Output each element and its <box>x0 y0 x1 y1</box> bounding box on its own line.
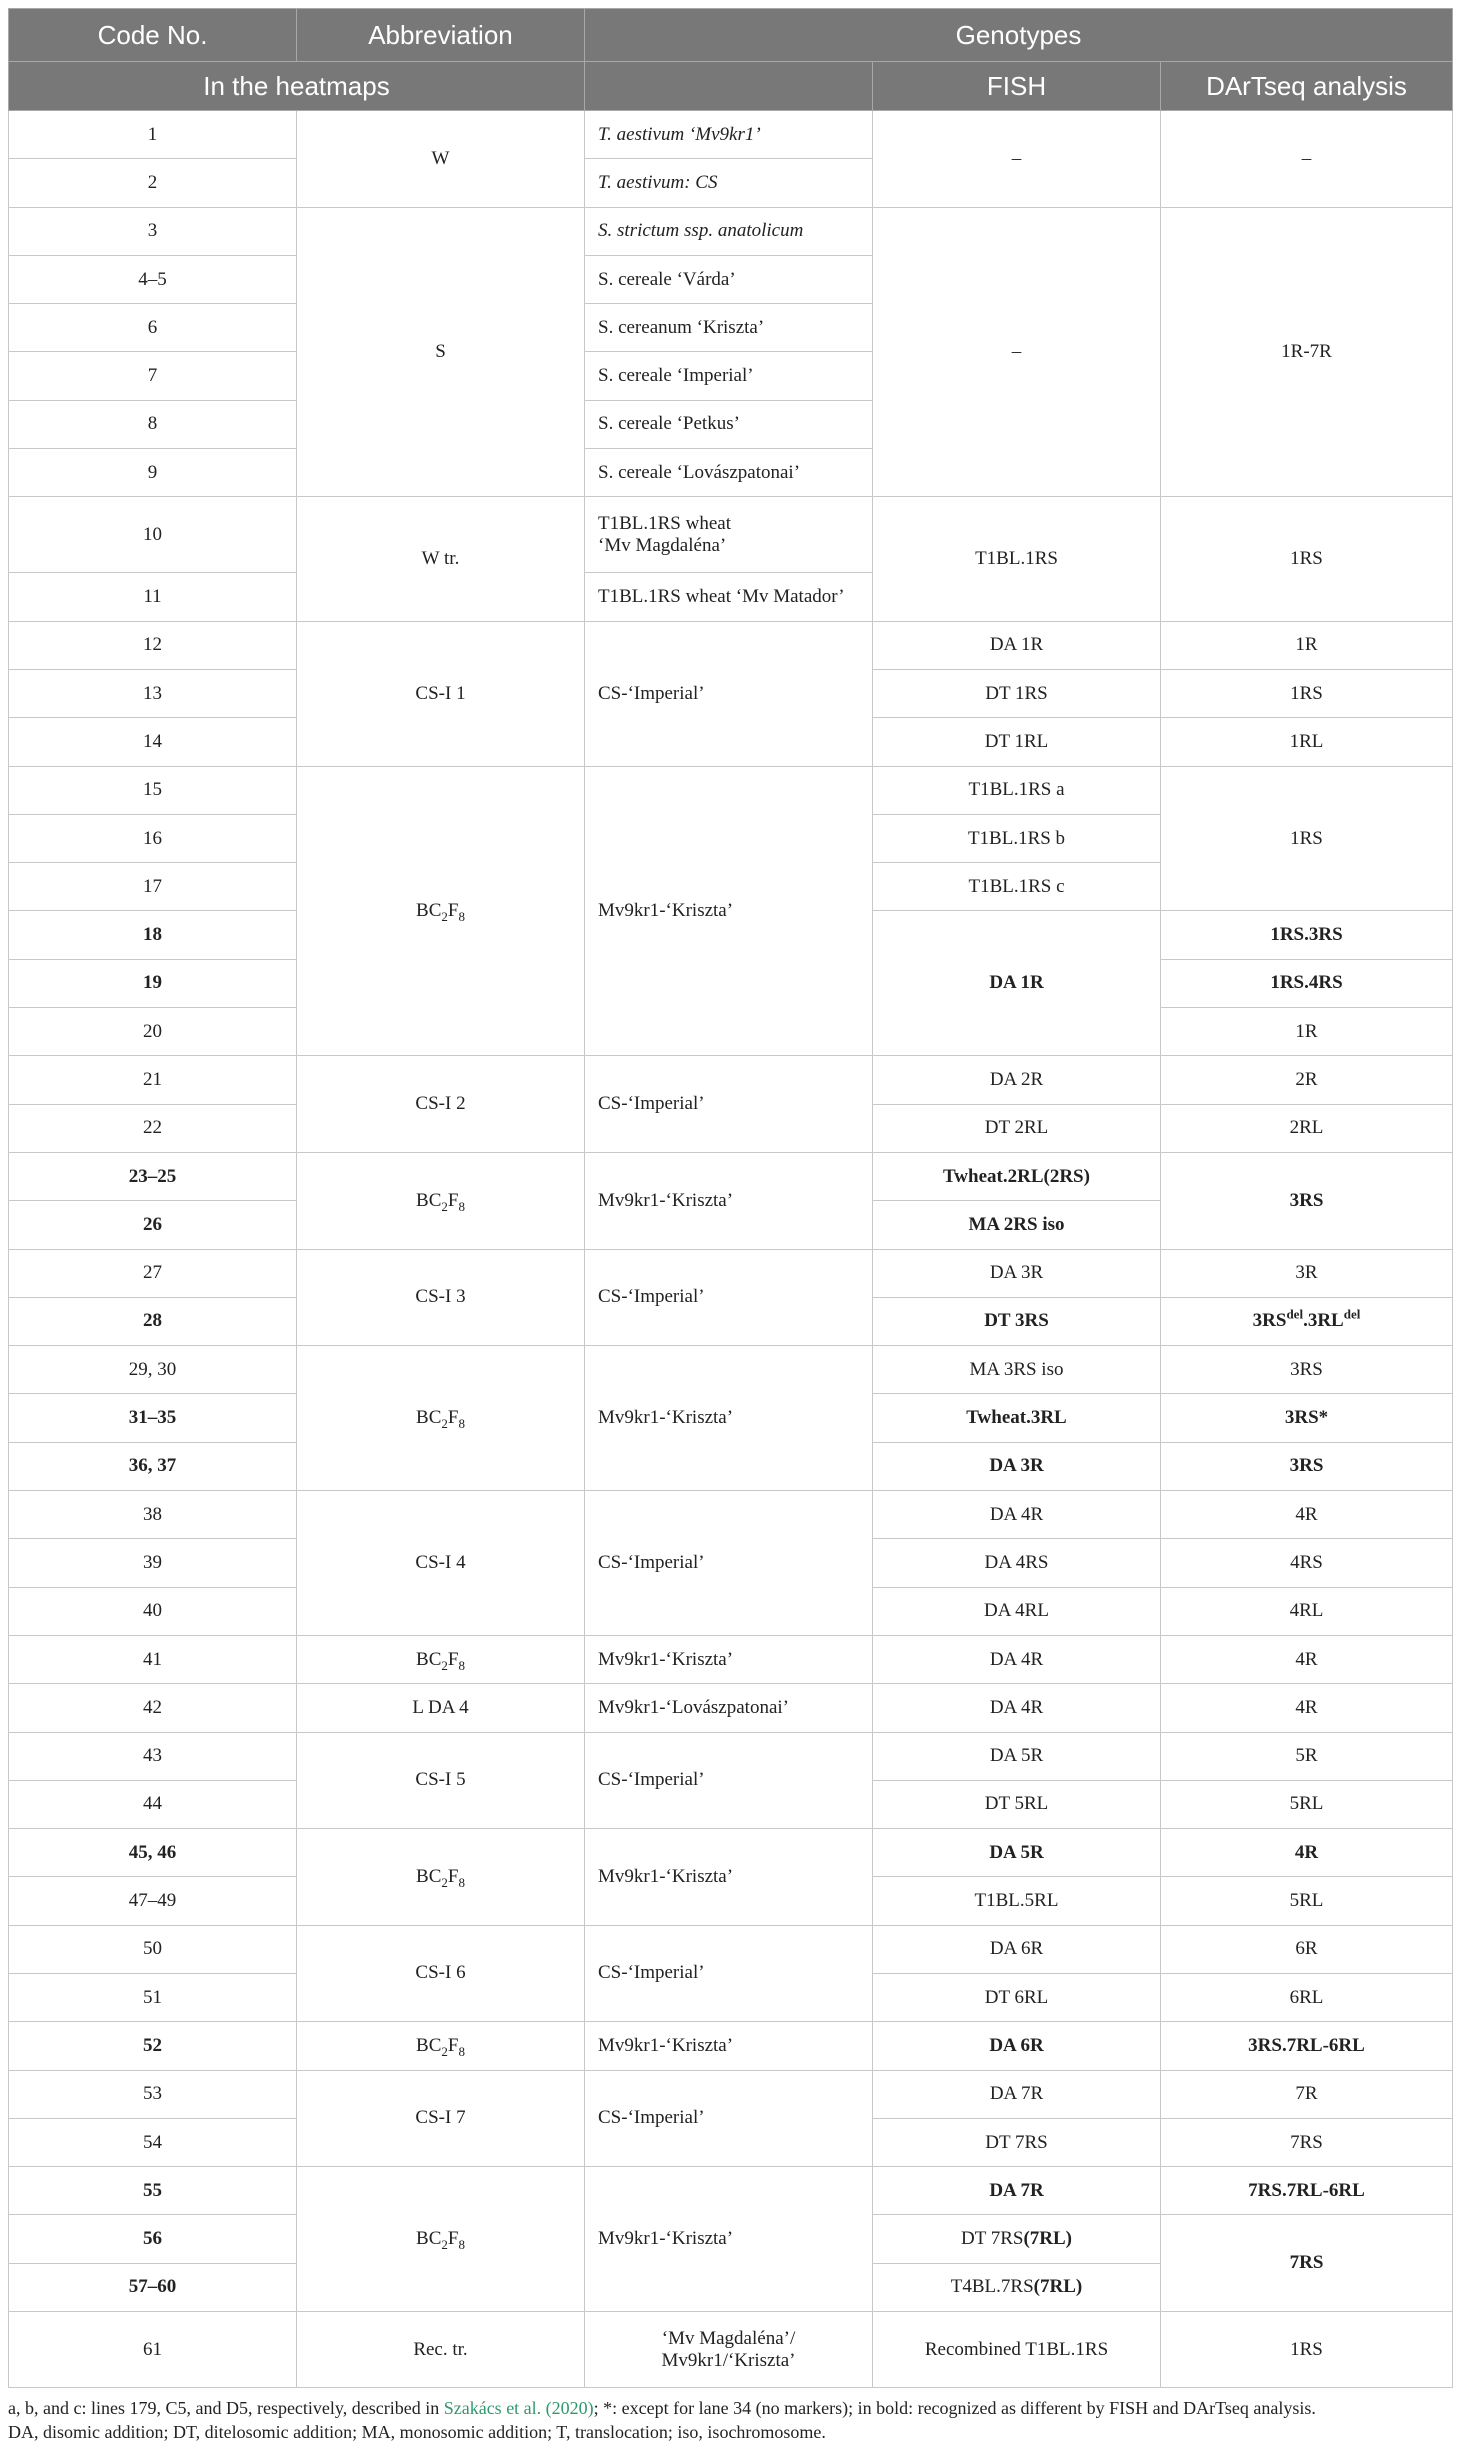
table-row <box>9 1152 1453 1200</box>
code-cell: 50 <box>9 1925 297 1973</box>
code-cell: 28 <box>9 1297 297 1345</box>
code-cell: 18 <box>9 911 297 959</box>
table-row <box>9 2022 1453 2070</box>
code-cell: 22 <box>9 1104 297 1152</box>
abbr-sub: 2 <box>441 2043 448 2059</box>
dart-cell: 3RS.7RL-6RL <box>1161 2022 1453 2070</box>
dart-cell: 3RS <box>1161 1152 1453 1249</box>
genotype-cell <box>585 2312 873 2388</box>
abbr-sub: 8 <box>458 1657 465 1673</box>
abbr-sub: 2 <box>441 908 448 924</box>
code-cell: 14 <box>9 718 297 766</box>
fish-cell: – <box>873 207 1161 497</box>
genotype-cell: S. cereale ‘Várda’ <box>585 255 873 303</box>
dart-cell: 4RL <box>1161 1587 1453 1635</box>
table-row <box>9 1829 1453 1877</box>
dart-cell: 2RL <box>1161 1104 1453 1152</box>
abbr-text: F <box>447 1648 459 1670</box>
code-cell: 8 <box>9 400 297 448</box>
abbr-cell: W <box>297 111 585 208</box>
abbr-text: BC <box>416 899 442 921</box>
fish-cell: Twheat.2RL(2RS) <box>873 1152 1161 1200</box>
abbr-cell <box>297 2167 585 2312</box>
fish-cell: T1BL.1RS b <box>873 814 1161 862</box>
abbr-sub: 8 <box>458 2236 465 2252</box>
fish-cell: DA 4RL <box>873 1587 1161 1635</box>
code-cell: 16 <box>9 814 297 862</box>
fish-cell: T1BL.5RL <box>873 1877 1161 1925</box>
abbr-text: BC <box>416 2034 442 2056</box>
header-blank <box>585 62 873 111</box>
dart-cell: 1RL <box>1161 718 1453 766</box>
code-cell: 36, 37 <box>9 1442 297 1490</box>
fish-cell: DA 7R <box>873 2070 1161 2118</box>
dart-cell: 4R <box>1161 1829 1453 1877</box>
code-cell: 3 <box>9 207 297 255</box>
fish-cell: DA 4R <box>873 1635 1161 1683</box>
abbr-cell <box>297 1635 585 1683</box>
genotype-cell: CS-‘Imperial’ <box>585 1925 873 2022</box>
genotype-cell: CS-‘Imperial’ <box>585 1732 873 1829</box>
fish-text-bold: (7RL) <box>1033 2276 1083 2298</box>
code-cell: 52 <box>9 2022 297 2070</box>
fish-cell: DT 1RL <box>873 718 1161 766</box>
abbr-text: F <box>447 2034 459 2056</box>
header-code-no: Code No. <box>9 9 297 62</box>
fish-cell: DA 5R <box>873 1829 1161 1877</box>
table-row <box>9 766 1453 814</box>
abbr-cell: CS-I 7 <box>297 2070 585 2167</box>
genotype-cell: CS-‘Imperial’ <box>585 2070 873 2167</box>
code-cell: 2 <box>9 159 297 207</box>
code-cell: 56 <box>9 2215 297 2263</box>
dart-cell: 1RS <box>1161 669 1453 717</box>
header-abbreviation: Abbreviation <box>297 9 585 62</box>
table-row <box>9 497 1453 573</box>
code-cell: 31–35 <box>9 1394 297 1442</box>
genotype-text: T. aestivum: CS <box>598 171 718 193</box>
genotype-cell: CS-‘Imperial’ <box>585 1491 873 1636</box>
fish-cell: T1BL.1RS <box>873 497 1161 621</box>
dart-text: 3RS <box>1252 1310 1287 1332</box>
genotype-cell: Mv9kr1-‘Kriszta’ <box>585 1346 873 1491</box>
dart-cell: 5R <box>1161 1732 1453 1780</box>
abbr-text: BC <box>416 2228 442 2250</box>
footnote-line-1 <box>8 2396 1452 2420</box>
fish-cell: DA 2R <box>873 1056 1161 1104</box>
fish-cell: DA 3R <box>873 1442 1161 1490</box>
genotype-line-2: Mv9kr1/‘Kriszta’ <box>661 2349 796 2371</box>
footnote-text: ; *: except for lane 34 (no markers); in bold: recognized as different by FISH and DArTseq analysis. <box>593 2398 1316 2418</box>
code-cell: 21 <box>9 1056 297 1104</box>
code-cell: 42 <box>9 1684 297 1732</box>
table-row <box>9 2312 1453 2388</box>
genotype-cell: S. cereale ‘Petkus’ <box>585 400 873 448</box>
code-cell: 7 <box>9 352 297 400</box>
fish-cell: MA 2RS iso <box>873 1201 1161 1249</box>
dart-cell: 7RS <box>1161 2118 1453 2166</box>
fish-cell: MA 3RS iso <box>873 1346 1161 1394</box>
dart-cell: 6RL <box>1161 1973 1453 2021</box>
genotype-cell <box>585 207 873 255</box>
dart-cell: 1R-7R <box>1161 207 1453 497</box>
code-cell: 27 <box>9 1249 297 1297</box>
code-cell: 15 <box>9 766 297 814</box>
fish-cell <box>873 2263 1161 2311</box>
code-cell: 39 <box>9 1539 297 1587</box>
abbr-text: F <box>447 1407 459 1429</box>
genotype-cell: S. cereale ‘Lovászpatonai’ <box>585 449 873 497</box>
genotype-cell: Mv9kr1-‘Kriszta’ <box>585 1829 873 1926</box>
fish-cell <box>873 2215 1161 2263</box>
dart-cell: 1RS.3RS <box>1161 911 1453 959</box>
abbr-cell <box>297 1346 585 1491</box>
header-fish: FISH <box>873 62 1161 111</box>
table-row <box>9 1732 1453 1780</box>
genotype-cell <box>585 497 873 573</box>
dart-cell: 1R <box>1161 621 1453 669</box>
abbr-sub: 8 <box>458 1874 465 1890</box>
dart-cell: 4R <box>1161 1635 1453 1683</box>
dart-cell: 4R <box>1161 1684 1453 1732</box>
table-row <box>9 1684 1453 1732</box>
dart-cell: 3RS <box>1161 1346 1453 1394</box>
fish-text: T4BL.7RS <box>950 2276 1034 2298</box>
code-cell: 53 <box>9 2070 297 2118</box>
genotype-text: S. strictum ssp. anatolicum <box>598 220 804 242</box>
code-cell: 17 <box>9 863 297 911</box>
dart-cell: 7RS.7RL-6RL <box>1161 2167 1453 2215</box>
table-body <box>9 111 1453 2388</box>
table-row <box>9 1635 1453 1683</box>
footnote-line-2: DA, disomic addition; DT, ditelosomic addition; MA, monosomic addition; T, translocation; iso, isochromosome. <box>8 2422 826 2442</box>
dart-cell: 5RL <box>1161 1877 1453 1925</box>
genotype-cell: Mv9kr1-‘Kriszta’ <box>585 766 873 1056</box>
code-cell: 12 <box>9 621 297 669</box>
dart-text: .3RL <box>1303 1310 1344 1332</box>
table-row <box>9 111 1453 159</box>
table-container <box>8 8 1452 2388</box>
code-cell: 38 <box>9 1491 297 1539</box>
genotype-cell: S. cereale ‘Imperial’ <box>585 352 873 400</box>
abbr-cell: S <box>297 207 585 497</box>
abbr-cell <box>297 1829 585 1926</box>
abbr-cell <box>297 766 585 1056</box>
fish-cell: DA 6R <box>873 2022 1161 2070</box>
code-cell: 13 <box>9 669 297 717</box>
abbr-cell: CS-I 3 <box>297 1249 585 1346</box>
fish-cell: T1BL.1RS c <box>873 863 1161 911</box>
abbr-cell: CS-I 1 <box>297 621 585 766</box>
fish-cell: DA 7R <box>873 2167 1161 2215</box>
dart-cell: 3RS <box>1161 1442 1453 1490</box>
abbr-cell: L DA 4 <box>297 1684 585 1732</box>
genotype-cell: Mv9kr1-‘Kriszta’ <box>585 1635 873 1683</box>
genotype-cell: CS-‘Imperial’ <box>585 1056 873 1153</box>
fish-cell: DA 4R <box>873 1684 1161 1732</box>
code-cell: 19 <box>9 959 297 1007</box>
fish-cell: – <box>873 111 1161 208</box>
header-in-heatmaps: In the heatmaps <box>9 62 585 111</box>
code-cell: 6 <box>9 304 297 352</box>
dart-cell: 3RS* <box>1161 1394 1453 1442</box>
genotype-cell: Mv9kr1-‘Lovászpatonai’ <box>585 1684 873 1732</box>
code-cell: 54 <box>9 2118 297 2166</box>
abbr-text: BC <box>416 1648 442 1670</box>
dart-cell: 7RS <box>1161 2215 1453 2312</box>
code-cell: 41 <box>9 1635 297 1683</box>
dart-cell: 1R <box>1161 1008 1453 1056</box>
abbr-text: F <box>447 2228 459 2250</box>
code-cell: 44 <box>9 1780 297 1828</box>
table-footnote <box>8 2396 1452 2444</box>
abbr-sub: 2 <box>441 1415 448 1431</box>
table-row <box>9 1491 1453 1539</box>
fish-cell: DA 1R <box>873 621 1161 669</box>
dart-cell: 7R <box>1161 2070 1453 2118</box>
fish-text: DT 7RS <box>960 2228 1024 2250</box>
code-cell: 43 <box>9 1732 297 1780</box>
abbr-text: BC <box>416 1189 442 1211</box>
code-cell: 57–60 <box>9 2263 297 2311</box>
table-row <box>9 207 1453 255</box>
header-dartseq: DArTseq analysis <box>1161 62 1453 111</box>
abbr-cell: CS-I 4 <box>297 1491 585 1636</box>
abbr-text: BC <box>416 1865 442 1887</box>
dart-cell: 2R <box>1161 1056 1453 1104</box>
fish-cell: Recombined T1BL.1RS <box>873 2312 1161 2388</box>
code-cell: 10 <box>9 497 297 573</box>
dart-cell: 1RS.4RS <box>1161 959 1453 1007</box>
genotype-line-2: ‘Mv Magdaléna’ <box>598 534 727 556</box>
abbr-sub: 2 <box>441 1874 448 1890</box>
abbr-cell <box>297 1152 585 1249</box>
fish-cell: DT 5RL <box>873 1780 1161 1828</box>
dart-cell: 4RS <box>1161 1539 1453 1587</box>
fish-cell: DA 5R <box>873 1732 1161 1780</box>
code-cell: 9 <box>9 449 297 497</box>
dart-cell: 1RS <box>1161 497 1453 621</box>
genotype-cell: T1BL.1RS wheat ‘Mv Matador’ <box>585 573 873 621</box>
fish-cell: DA 4RS <box>873 1539 1161 1587</box>
code-cell: 47–49 <box>9 1877 297 1925</box>
genotype-cell <box>585 111 873 159</box>
code-cell: 20 <box>9 1008 297 1056</box>
code-cell: 23–25 <box>9 1152 297 1200</box>
fish-cell: DA 1R <box>873 911 1161 1056</box>
abbr-text: F <box>447 899 459 921</box>
abbr-sub: 2 <box>441 1657 448 1673</box>
dart-cell: 1RS <box>1161 766 1453 911</box>
genotype-cell: Mv9kr1-‘Kriszta’ <box>585 1152 873 1249</box>
fish-cell: DT 1RS <box>873 669 1161 717</box>
abbr-sub: 2 <box>441 2236 448 2252</box>
code-cell: 29, 30 <box>9 1346 297 1394</box>
code-cell: 1 <box>9 111 297 159</box>
abbr-cell: CS-I 5 <box>297 1732 585 1829</box>
table-row <box>9 2167 1453 2215</box>
abbr-sub: 8 <box>458 1415 465 1431</box>
table-row <box>9 1925 1453 1973</box>
genotype-table <box>8 8 1453 2388</box>
dart-sup: del <box>1286 1307 1304 1323</box>
table-row <box>9 1056 1453 1104</box>
fish-cell: T1BL.1RS a <box>873 766 1161 814</box>
genotype-cell <box>585 159 873 207</box>
genotype-line-1: T1BL.1RS wheat <box>598 512 731 534</box>
dart-cell: 6R <box>1161 1925 1453 1973</box>
fish-cell: DA 3R <box>873 1249 1161 1297</box>
fish-cell: DT 7RS <box>873 2118 1161 2166</box>
genotype-cell: CS-‘Imperial’ <box>585 1249 873 1346</box>
dart-cell: 4R <box>1161 1491 1453 1539</box>
header-genotypes: Genotypes <box>585 9 1453 62</box>
footnote-text: a, b, and c: lines 179, C5, and D5, respectively, described in <box>8 2398 444 2418</box>
genotype-cell: Mv9kr1-‘Kriszta’ <box>585 2167 873 2312</box>
fish-cell: Twheat.3RL <box>873 1394 1161 1442</box>
genotype-cell: Mv9kr1-‘Kriszta’ <box>585 2022 873 2070</box>
abbr-sub: 8 <box>458 1198 465 1214</box>
abbr-text: F <box>447 1865 459 1887</box>
abbr-cell: Rec. tr. <box>297 2312 585 2388</box>
code-cell: 55 <box>9 2167 297 2215</box>
genotype-line-1: ‘Mv Magdaléna’/ <box>661 2327 796 2349</box>
fish-text-bold: (7RL) <box>1023 2228 1073 2250</box>
abbr-sub: 8 <box>458 2043 465 2059</box>
abbr-text: BC <box>416 1407 442 1429</box>
code-cell: 40 <box>9 1587 297 1635</box>
genotype-cell: CS-‘Imperial’ <box>585 621 873 766</box>
fish-cell: DT 3RS <box>873 1297 1161 1345</box>
table-header <box>9 9 1453 111</box>
citation-link[interactable]: Szakács et al. (2020) <box>443 2398 594 2418</box>
abbr-cell <box>297 2022 585 2070</box>
abbr-cell: CS-I 2 <box>297 1056 585 1153</box>
fish-cell: DA 4R <box>873 1491 1161 1539</box>
abbr-text: F <box>447 1189 459 1211</box>
fish-cell: DT 2RL <box>873 1104 1161 1152</box>
fish-cell: DT 6RL <box>873 1973 1161 2021</box>
dart-cell: 3R <box>1161 1249 1453 1297</box>
dart-cell <box>1161 1297 1453 1345</box>
fish-cell: DA 6R <box>873 1925 1161 1973</box>
code-cell: 11 <box>9 573 297 621</box>
table-row <box>9 621 1453 669</box>
dart-cell: 1RS <box>1161 2312 1453 2388</box>
code-cell: 45, 46 <box>9 1829 297 1877</box>
abbr-sub: 8 <box>458 908 465 924</box>
abbr-sub: 2 <box>441 1198 448 1214</box>
genotype-text: T. aestivum ‘Mv9kr1’ <box>598 123 761 145</box>
code-cell: 26 <box>9 1201 297 1249</box>
dart-cell: 5RL <box>1161 1780 1453 1828</box>
dart-sup: del <box>1343 1307 1361 1323</box>
code-cell: 51 <box>9 1973 297 2021</box>
code-cell: 61 <box>9 2312 297 2388</box>
genotype-cell: S. cereanum ‘Kriszta’ <box>585 304 873 352</box>
dart-cell: – <box>1161 111 1453 208</box>
table-row <box>9 1346 1453 1394</box>
code-cell: 4–5 <box>9 255 297 303</box>
table-row <box>9 2070 1453 2118</box>
abbr-cell: W tr. <box>297 497 585 621</box>
abbr-cell: CS-I 6 <box>297 1925 585 2022</box>
table-row <box>9 1249 1453 1297</box>
